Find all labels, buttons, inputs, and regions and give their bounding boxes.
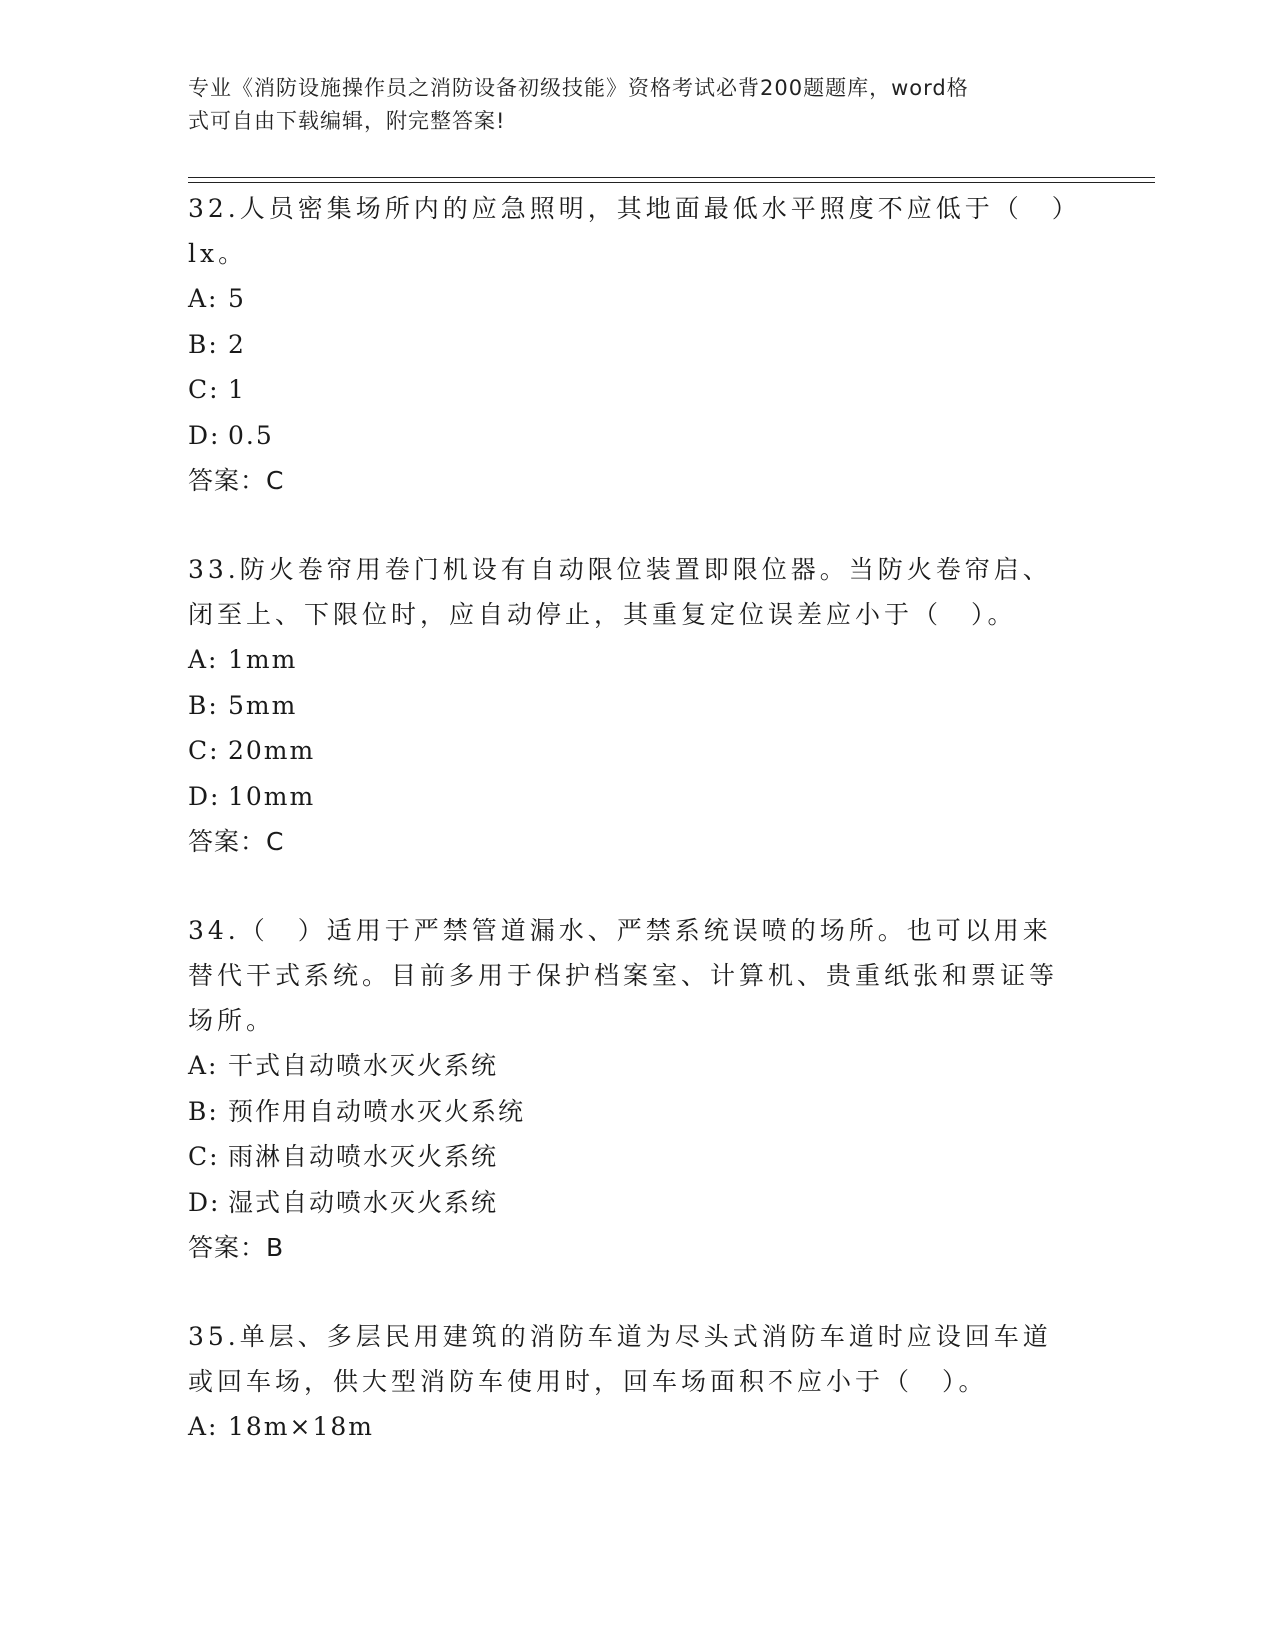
answer-line: 答案：C <box>188 827 285 856</box>
option-value: 湿式自动喷水灭火系统 <box>228 1187 499 1217</box>
question-body: （ ）适用于严禁管道漏水、严禁系统误喷的场所。也可以用来替代干式系统。目前多用于保护档案室、计算机、贵重纸张和票证等场所。 <box>188 916 1059 1035</box>
option-a <box>188 1404 1078 1450</box>
option-letter: A: <box>188 1412 219 1441</box>
header-line-2: 式可自由下载编辑，附完整答案! <box>188 109 506 133</box>
option-d <box>188 774 1078 820</box>
document-header <box>188 72 1068 138</box>
question-text <box>188 908 1078 1043</box>
option-value: 18m×18m <box>228 1412 374 1441</box>
option-letter: C: <box>188 736 220 765</box>
option-letter: D: <box>188 420 221 450</box>
answer-line: 答案：C <box>188 466 285 495</box>
option-letter: B: <box>188 329 219 359</box>
option-d <box>188 1180 1078 1226</box>
option-letter: B: <box>188 690 219 720</box>
option-letter: D: <box>188 1187 221 1217</box>
option-value: 2 <box>228 329 246 359</box>
option-a <box>188 276 1078 322</box>
question-body: 人员密集场所内的应急照明，其地面最低水平照度不应低于（ ）lx。 <box>188 194 1069 268</box>
option-letter: A: <box>188 284 219 313</box>
option-b <box>188 683 1078 729</box>
answer-line: 答案：B <box>188 1233 285 1262</box>
option-value: 20mm <box>228 736 316 765</box>
question-body: 防火卷帘用卷门机设有自动限位装置即限位器。当防火卷帘启、闭至上、下限位时，应自动停止，其重复定位误差应小于（ ）。 <box>188 555 1052 629</box>
option-a <box>188 637 1078 683</box>
option-c <box>188 728 1078 774</box>
option-c <box>188 1134 1078 1180</box>
question-text <box>188 547 1078 637</box>
question-number: 35. <box>188 1322 240 1351</box>
question-text <box>188 186 1078 276</box>
question-33 <box>188 547 1078 864</box>
option-value: 5 <box>228 284 246 313</box>
option-value: 5mm <box>228 690 298 720</box>
question-list <box>188 186 1078 1494</box>
header-line-1: 专业《消防设施操作员之消防设备初级技能》资格考试必背200题题库，word格 <box>188 76 969 100</box>
option-value: 雨淋自动喷水灭火系统 <box>228 1142 499 1171</box>
option-a <box>188 1043 1078 1089</box>
option-value: 干式自动喷水灭火系统 <box>228 1051 499 1080</box>
option-value: 10mm <box>228 781 316 811</box>
option-value: 预作用自动喷水灭火系统 <box>228 1096 526 1126</box>
option-d <box>188 413 1078 459</box>
question-number: 33. <box>188 555 240 584</box>
option-value: 0.5 <box>228 420 274 450</box>
option-letter: B: <box>188 1096 219 1126</box>
header-divider-bottom <box>188 182 1155 183</box>
option-c <box>188 367 1078 413</box>
question-number: 34. <box>188 916 240 945</box>
option-letter: A: <box>188 645 219 674</box>
option-letter: C: <box>188 375 220 404</box>
question-text <box>188 1314 1078 1404</box>
option-b <box>188 322 1078 368</box>
option-letter: C: <box>188 1142 220 1171</box>
option-value: 1mm <box>228 645 298 674</box>
question-32 <box>188 186 1078 503</box>
question-body: 单层、多层民用建筑的消防车道为尽头式消防车道时应设回车道或回车场，供大型消防车使用时，回车场面积不应小于（ ）。 <box>188 1322 1052 1396</box>
option-letter: A: <box>188 1051 219 1080</box>
question-34 <box>188 908 1078 1270</box>
question-35 <box>188 1314 1078 1450</box>
option-value: 1 <box>228 375 246 404</box>
question-number: 32. <box>188 194 240 223</box>
header-divider-top <box>188 177 1155 178</box>
option-b <box>188 1089 1078 1135</box>
option-letter: D: <box>188 781 221 811</box>
